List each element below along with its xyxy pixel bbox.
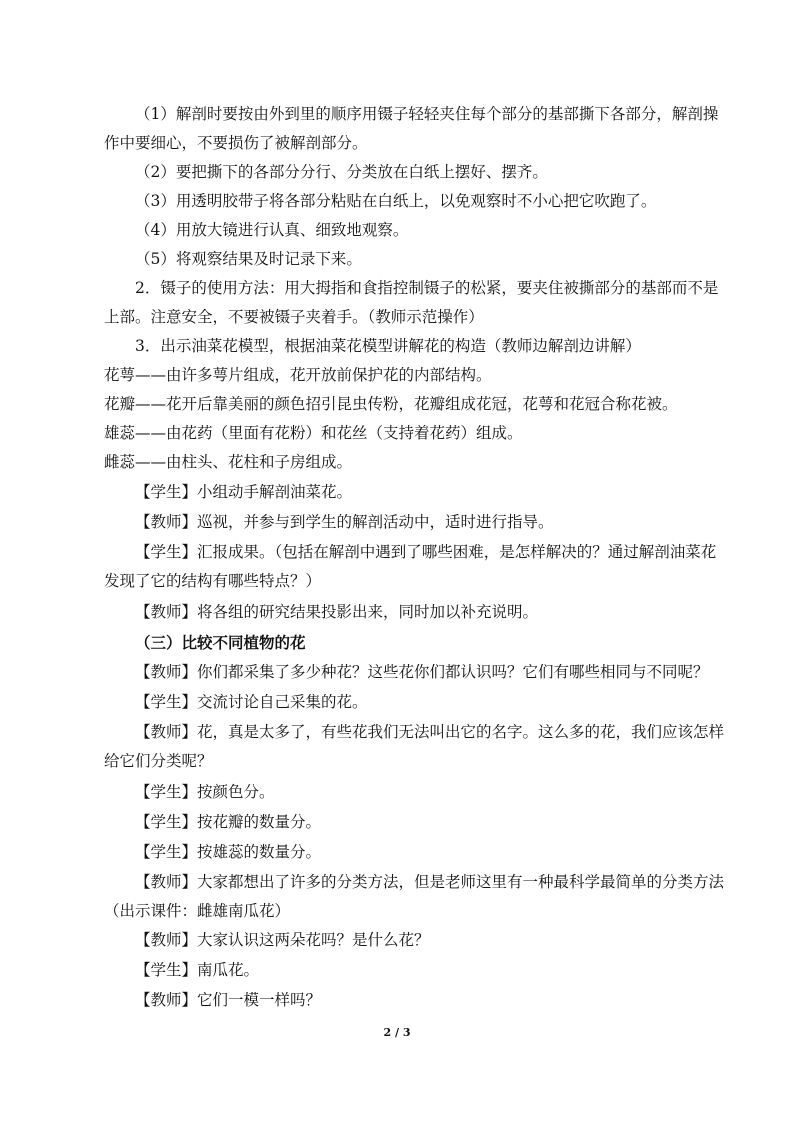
- paragraph-dissection-step-1: （1）解剖时要按由外到里的顺序用镊子轻轻夹住每个部分的基部撕下各部分，解剖操作中要细心，不要损伤了被解剖部分。: [104, 105, 719, 152]
- paragraph-student-stamens: 【学生】按雄蕊的数量分。: [135, 843, 322, 861]
- paragraph-teacher-patrol: 【教师】巡视，并参与到学生的解剖活动中，适时进行指导。: [135, 513, 554, 531]
- paragraph-dissection-step-5: （5）将观察结果及时记录下来。: [135, 250, 362, 268]
- paragraph-stamen: 雄蕊——由花药（里面有花粉）和花丝（支持着花药）组成。: [104, 424, 523, 442]
- paragraph-student-discuss: 【学生】交流讨论自己采集的花。: [135, 693, 368, 711]
- paragraph-student-dissect: 【学生】小组动手解剖油菜花。: [135, 483, 353, 501]
- paragraph-dissection-step-4: （4）用放大镜进行认真、细致地观察。: [135, 221, 409, 239]
- paragraph-tweezers-usage: 2．镊子的使用方法：用大拇指和食指控制镊子的松紧，要夹住被撕部分的基部而不是上部。注意安全，不要被镊子夹着手。（教师示范操作）: [104, 279, 719, 326]
- paragraph-sepal: 花萼——由许多萼片组成，花开放前保护花的内部结构。: [104, 366, 492, 384]
- paragraph-pistil: 雌蕊——由柱头、花柱和子房组成。: [104, 453, 353, 471]
- paragraph-student-petals: 【学生】按花瓣的数量分。: [135, 813, 322, 831]
- paragraph-dissection-step-2: （2）要把撕下的各部分分行、分类放在白纸上摆好、摆齐。: [135, 163, 548, 181]
- page-number: 2 / 3: [383, 1026, 411, 1039]
- paragraph-student-report: 【学生】汇报成果。（包括在解剖中遇到了哪些困难，是怎样解决的？通过解剖油菜花发现了它的结构有哪些特点？）: [104, 543, 717, 590]
- paragraph-student-color: 【学生】按颜色分。: [135, 783, 275, 801]
- section-heading-compare-flowers: （三）比较不同植物的花: [135, 633, 306, 652]
- paragraph-petal: 花瓣——花开后靠美丽的颜色招引昆虫传粉，花瓣组成花冠，花萼和花冠合称花被。: [104, 395, 678, 413]
- paragraph-model-explanation: 3．出示油菜花模型，根据油菜花模型讲解花的构造（教师边解剖边讲解）: [135, 337, 641, 355]
- paragraph-dissection-step-3: （3）用透明胶带子将各部分粘贴在白纸上，以免观察时不小心把它吹跑了。: [135, 192, 657, 210]
- paragraph-teacher-same: 【教师】它们一模一样吗？: [135, 991, 322, 1009]
- paragraph-teacher-recognize: 【教师】大家认识这两朵花吗？是什么花？: [135, 931, 430, 949]
- paragraph-teacher-classify: 【教师】花，真是太多了，有些花我们无法叫出它的名字。这么多的花，我们应该怎样给它们分类呢？: [104, 723, 725, 770]
- paragraph-teacher-question: 【教师】你们都采集了多少种花？这些花你们都认识吗？它们有哪些相同与不同呢？: [135, 663, 709, 681]
- paragraph-student-pumpkin: 【学生】南瓜花。: [135, 961, 260, 979]
- paragraph-teacher-project: 【教师】将各组的研究结果投影出来，同时加以补充说明。: [135, 603, 539, 621]
- paragraph-teacher-method: 【教师】大家都想出了许多的分类方法，但是老师这里有一种最科学最简单的分类方法（出示课件：雌雄南瓜花）: [104, 873, 725, 920]
